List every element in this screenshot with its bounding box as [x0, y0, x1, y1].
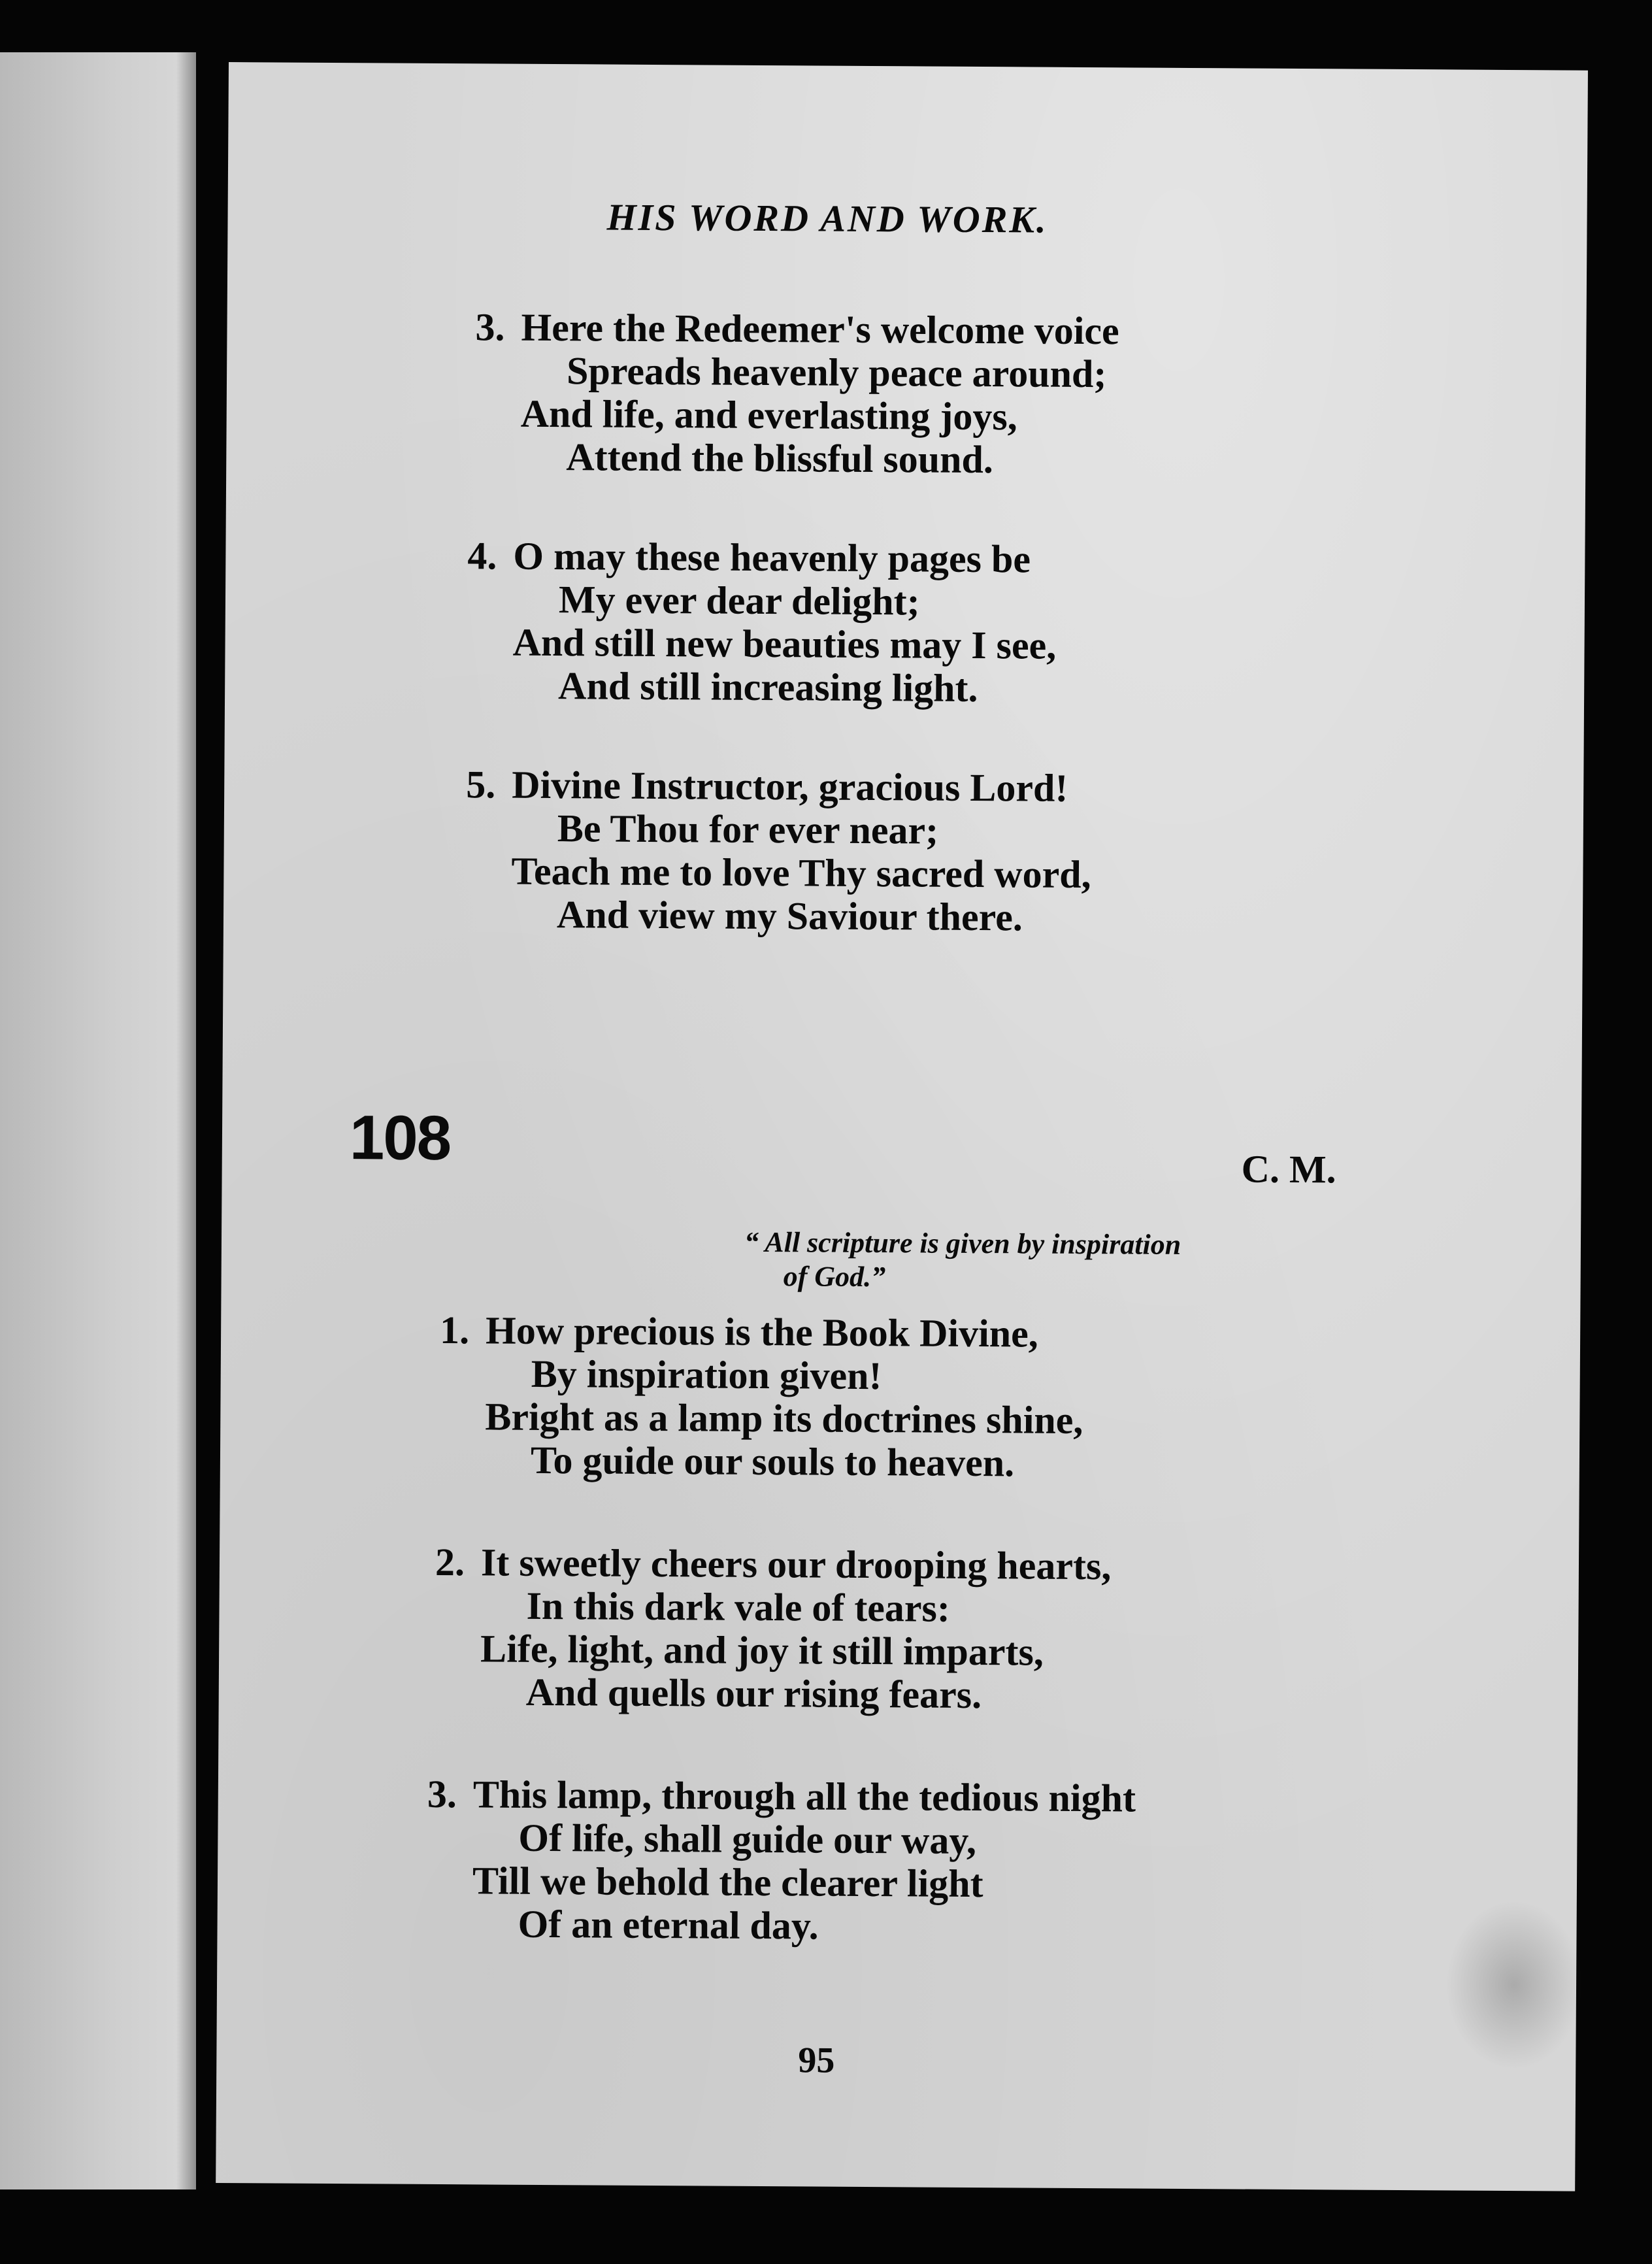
stanza-line: Teach me to love Thy sacred word, [511, 849, 1091, 897]
stanza-line: By inspiration given! [531, 1352, 882, 1398]
stanza-line: And view my Saviour there. [556, 893, 1023, 939]
stanza-number: 2. [435, 1540, 465, 1584]
stanza-line: My ever dear delight; [558, 578, 920, 624]
page-number: 95 [798, 2040, 835, 2081]
epigraph-line: of God.” [783, 1260, 886, 1293]
spine-shadow [176, 52, 196, 2189]
stanza-line: To guide our souls to heaven. [530, 1438, 1015, 1485]
stanza-number: 3. [427, 1772, 457, 1816]
facing-page-edge [0, 52, 196, 2189]
stanza-line: And quells our rising fears. [525, 1670, 982, 1717]
hymn-epigraph [744, 1225, 1464, 1298]
hymn-stanza-2 [435, 1540, 1112, 1717]
stanza-line: In this dark vale of tears: [526, 1584, 951, 1630]
stanza-line: 3. This lamp, through all the tedious night [427, 1772, 1136, 1820]
stanza-line: Be Thou for ever near; [557, 807, 939, 852]
stanza-line: Bright as a lamp its doctrines shine, [485, 1395, 1083, 1442]
stanza-line: Spreads heavenly peace around; [566, 349, 1107, 396]
stanza-number: 1. [439, 1308, 470, 1352]
stanza-number: 5. [466, 763, 496, 807]
stanza-line: Life, light, and joy it still imparts, [480, 1627, 1044, 1674]
stanza-line: 3. Here the Redeemer's welcome voice [475, 305, 1119, 353]
hymn-number: 108 [349, 1103, 451, 1174]
stanza-line: 4. O may these heavenly pages be [467, 534, 1031, 581]
stanza-line: And still increasing light. [557, 664, 978, 710]
hymn-stanza-1 [439, 1308, 1084, 1485]
stanza-number: 4. [467, 534, 497, 578]
paper-stain [1445, 1899, 1583, 2070]
stanza-number: 3. [475, 305, 505, 349]
hymn-meter: C. M. [1241, 1147, 1336, 1191]
running-head: HIS WORD AND WORK. [606, 195, 1048, 241]
stanza-line: Attend the blissful sound. [566, 435, 994, 482]
stanza-line: Of an eternal day. [518, 1902, 819, 1948]
prev-stanza-4 [467, 534, 1057, 710]
stanza-line: And still new beauties may I see, [512, 620, 1057, 667]
epigraph-line: “ All scripture is given by inspiration [744, 1225, 1181, 1261]
stanza-line: 2. It sweetly cheers our drooping hearts, [435, 1540, 1112, 1588]
stanza-line: Till we behold the clearer light [472, 1859, 983, 1906]
hymn-stanza-3 [426, 1773, 1136, 1950]
stanza-line: 5. Divine Instructor, gracious Lord! [466, 763, 1068, 810]
stanza-line: 1. How precious is the Book Divine, [439, 1308, 1038, 1356]
prev-stanza-5 [465, 763, 1092, 939]
prev-stanza-3 [474, 305, 1119, 482]
stanza-line: And life, and everlasting joys, [520, 391, 1017, 439]
stanza-line: Of life, shall guide our way, [518, 1816, 977, 1863]
book-page [216, 62, 1588, 2191]
